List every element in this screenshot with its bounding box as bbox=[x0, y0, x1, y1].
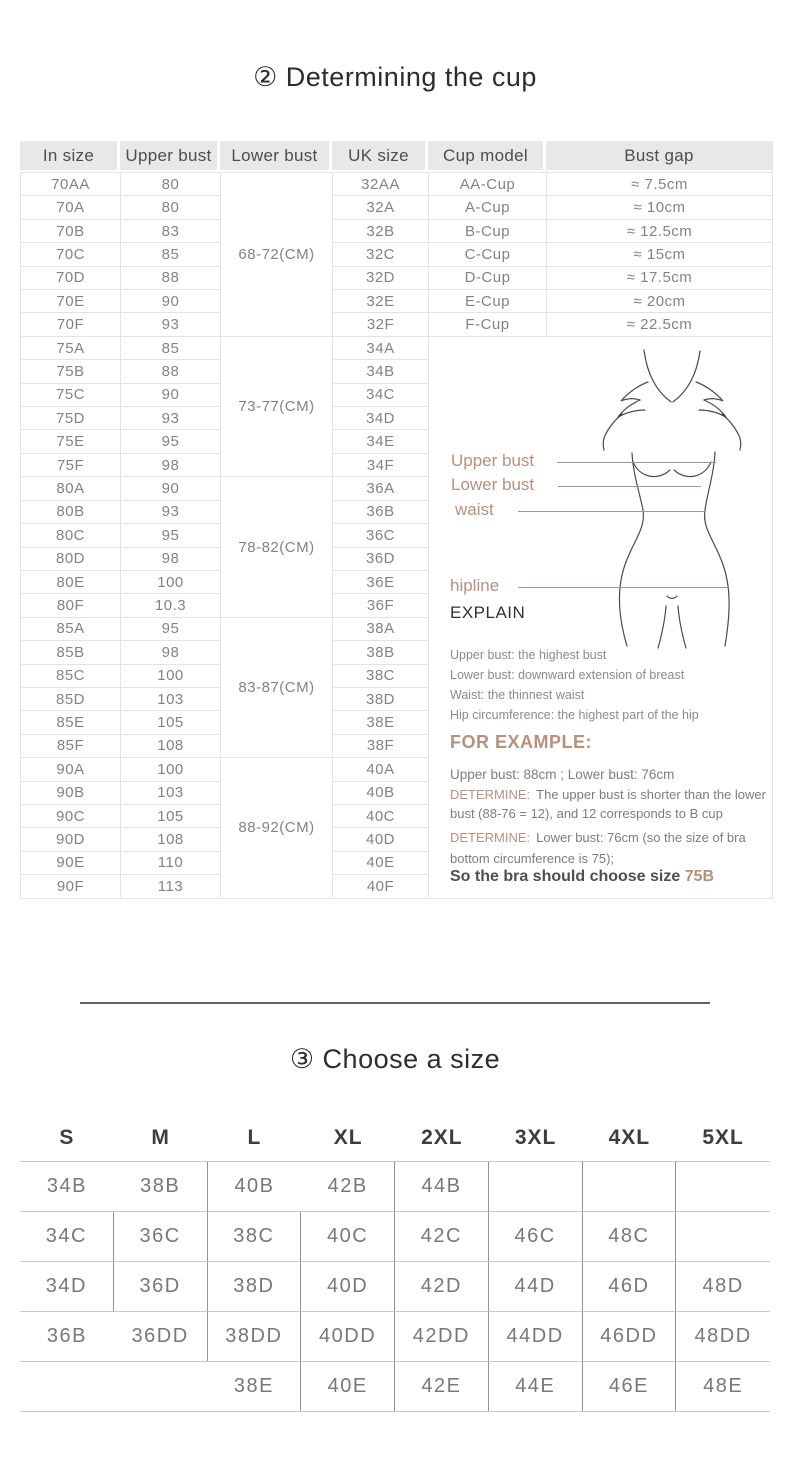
choose-size-table bbox=[20, 1115, 770, 1412]
size-table-cell: 46C bbox=[489, 1211, 583, 1261]
cup-table-upper-bust-cell: 103 bbox=[120, 687, 220, 710]
cup-table-header-cell: Cup model bbox=[428, 141, 546, 172]
cup-table-upper-bust-cell: 100 bbox=[120, 757, 220, 780]
cup-table-upper-bust-cell: 88 bbox=[120, 266, 220, 289]
cup-table-upper-bust-cell: 93 bbox=[120, 406, 220, 429]
cup-table-header-cell: Upper bust bbox=[120, 141, 220, 172]
size-table-cell: 42DD bbox=[395, 1311, 489, 1361]
size-table-cell: 40C bbox=[301, 1211, 395, 1261]
cup-table-in-size-cell: 70D bbox=[20, 266, 120, 289]
cup-table-uk-size-cell: 32D bbox=[332, 266, 428, 289]
for-example-heading: FOR EXAMPLE: bbox=[450, 731, 593, 752]
cup-table-in-size-cell: 90B bbox=[20, 781, 120, 804]
conclusion-text: So the bra should choose size bbox=[450, 867, 685, 885]
cup-table-uk-size-cell: 38D bbox=[332, 687, 428, 710]
waist-label: waist bbox=[455, 499, 494, 519]
determine-text: The upper bust is shorter than the lower bust (88-76 = 12), and 12 corresponds to B cup bbox=[450, 786, 766, 821]
cup-table-upper-bust-cell: 98 bbox=[120, 547, 220, 570]
cup-table-uk-size-cell: 40B bbox=[332, 781, 428, 804]
size-table-cell: 46E bbox=[583, 1361, 677, 1411]
size-table-cell bbox=[676, 1161, 770, 1211]
cup-table-uk-size-cell: 34D bbox=[332, 406, 428, 429]
cup-table-in-size-cell: 75D bbox=[20, 406, 120, 429]
cup-table-uk-size-cell: 32E bbox=[332, 289, 428, 312]
cup-table-in-size-cell: 70C bbox=[20, 242, 120, 265]
cup-table-uk-size-cell: 32C bbox=[332, 242, 428, 265]
upper-bust-label: Upper bust bbox=[451, 450, 535, 470]
cup-table-cup-model-cell: B-Cup bbox=[428, 219, 546, 242]
cup-table-uk-size-cell: 36B bbox=[332, 500, 428, 523]
cup-table-uk-size-cell: 36A bbox=[332, 476, 428, 499]
cup-table-in-size-cell: 75F bbox=[20, 453, 120, 476]
cup-table-in-size-cell: 90D bbox=[20, 827, 120, 850]
cup-table-bust-gap-cell: ≈ 7.5cm bbox=[546, 172, 772, 195]
size-table-cell: 40B bbox=[208, 1161, 302, 1211]
cup-table-upper-bust-cell: 88 bbox=[120, 359, 220, 382]
size-table-header-cell: 4XL bbox=[608, 1126, 651, 1149]
determine-label: DETERMINE: bbox=[450, 829, 531, 845]
conclusion-line bbox=[450, 868, 714, 886]
cup-table-bust-gap-cell: ≈ 15cm bbox=[546, 242, 772, 265]
cup-table-in-size-cell: 80D bbox=[20, 547, 120, 570]
cup-table-uk-size-cell: 32F bbox=[332, 312, 428, 335]
size-table-cell: 38DD bbox=[208, 1311, 302, 1361]
cup-table-uk-size-cell: 40E bbox=[332, 851, 428, 874]
hipline-label: hipline bbox=[450, 575, 500, 595]
explain-heading: EXPLAIN bbox=[450, 602, 526, 622]
cup-table-in-size-cell: 80E bbox=[20, 570, 120, 593]
cup-table-cup-model-cell: A-Cup bbox=[428, 195, 546, 218]
cup-table-in-size-cell: 75C bbox=[20, 383, 120, 406]
size-table-cell: 36D bbox=[114, 1261, 208, 1311]
cup-table-upper-bust-cell: 105 bbox=[120, 710, 220, 733]
cup-table-cup-model-cell: E-Cup bbox=[428, 289, 546, 312]
cup-table-lower-bust-cell: 68-72(CM) bbox=[220, 172, 332, 336]
size-table-cell: 40E bbox=[301, 1361, 395, 1411]
waist-leader-line bbox=[518, 511, 706, 512]
size-table-cell: 40DD bbox=[301, 1311, 395, 1361]
cup-table-lower-bust-cell: 88-92(CM) bbox=[220, 757, 332, 897]
cup-table-upper-bust-cell: 80 bbox=[120, 195, 220, 218]
cup-table-lower-bust-cell: 73-77(CM) bbox=[220, 336, 332, 476]
cup-table-uk-size-cell: 32B bbox=[332, 219, 428, 242]
measurement-info-region bbox=[428, 336, 772, 898]
example-measurements: Upper bust: 88cm ; Lower bust: 76cm bbox=[450, 766, 675, 782]
size-table-cell: 38B bbox=[114, 1161, 208, 1211]
cup-table-bust-gap-cell: ≈ 17.5cm bbox=[546, 266, 772, 289]
size-table-cell: 42B bbox=[301, 1161, 395, 1211]
explain-lines bbox=[450, 645, 699, 725]
cup-table-upper-bust-cell: 113 bbox=[120, 874, 220, 897]
cup-table-upper-bust-cell: 95 bbox=[120, 429, 220, 452]
cup-table-in-size-cell: 75E bbox=[20, 429, 120, 452]
size-table-cell: 36C bbox=[114, 1211, 208, 1261]
cup-table-upper-bust-cell: 98 bbox=[120, 453, 220, 476]
cup-table-upper-bust-cell: 108 bbox=[120, 734, 220, 757]
cup-table-lower-bust-cell: 78-82(CM) bbox=[220, 476, 332, 616]
cup-table-in-size-cell: 70B bbox=[20, 219, 120, 242]
cup-table-upper-bust-cell: 110 bbox=[120, 851, 220, 874]
cup-table-upper-bust-cell: 108 bbox=[120, 827, 220, 850]
size-table-cell bbox=[20, 1361, 114, 1411]
cup-table-uk-size-cell: 34B bbox=[332, 359, 428, 382]
size-table-cell: 38C bbox=[208, 1211, 302, 1261]
size-table-cell: 44D bbox=[489, 1261, 583, 1311]
size-table-header-cell: 5XL bbox=[702, 1126, 744, 1149]
determine-step-1 bbox=[450, 785, 772, 823]
cup-table-cup-model-cell: F-Cup bbox=[428, 312, 546, 335]
size-table-cell: 36DD bbox=[114, 1311, 208, 1361]
cup-table-uk-size-cell: 40F bbox=[332, 874, 428, 897]
size-table-cell: 48DD bbox=[676, 1311, 770, 1361]
hipline-leader-line bbox=[518, 587, 728, 588]
cup-table-upper-bust-cell: 83 bbox=[120, 219, 220, 242]
cup-section-title: ② Determining the cup bbox=[253, 62, 537, 92]
cup-table-uk-size-cell: 36F bbox=[332, 593, 428, 616]
cup-table-uk-size-cell: 34E bbox=[332, 429, 428, 452]
cup-table-in-size-cell: 75B bbox=[20, 359, 120, 382]
lower-bust-leader-line bbox=[558, 486, 701, 487]
size-table-cell: 34C bbox=[20, 1211, 114, 1261]
size-table-header-cell: XL bbox=[333, 1126, 363, 1149]
cup-table-uk-size-cell: 34C bbox=[332, 383, 428, 406]
body-silhouette-figure bbox=[600, 344, 770, 650]
cup-table-uk-size-cell: 38B bbox=[332, 640, 428, 663]
cup-table-bust-gap-cell: ≈ 22.5cm bbox=[546, 312, 772, 335]
cup-table-in-size-cell: 75A bbox=[20, 336, 120, 359]
size-section-title: ③ Choose a size bbox=[289, 1044, 501, 1074]
size-table-cell bbox=[583, 1161, 677, 1211]
cup-table-in-size-cell: 85D bbox=[20, 687, 120, 710]
size-table-cell: 44E bbox=[489, 1361, 583, 1411]
cup-table-cup-model-cell: D-Cup bbox=[428, 266, 546, 289]
cup-table-in-size-cell: 80C bbox=[20, 523, 120, 546]
size-table-cell: 36B bbox=[20, 1311, 114, 1361]
explain-line: Waist: the thinnest waist bbox=[450, 687, 585, 702]
size-table-cell: 34D bbox=[20, 1261, 114, 1311]
cup-table-in-size-cell: 70A bbox=[20, 195, 120, 218]
lower-bust-label: Lower bust bbox=[451, 474, 535, 494]
cup-table-uk-size-cell: 38F bbox=[332, 734, 428, 757]
cup-table-in-size-cell: 85C bbox=[20, 664, 120, 687]
size-table-cell: 46DD bbox=[583, 1311, 677, 1361]
size-table-cell: 42C bbox=[395, 1211, 489, 1261]
determine-step-2 bbox=[450, 827, 772, 869]
cup-table-uk-size-cell: 40A bbox=[332, 757, 428, 780]
cup-table-upper-bust-cell: 95 bbox=[120, 523, 220, 546]
size-table-header-cell: S bbox=[59, 1126, 75, 1149]
explain-line: Upper bust: the highest bust bbox=[450, 647, 607, 662]
cup-table-upper-bust-cell: 100 bbox=[120, 664, 220, 687]
size-table-cell: 38E bbox=[208, 1361, 302, 1411]
size-table-cell bbox=[676, 1211, 770, 1261]
cup-table-bust-gap-cell: ≈ 12.5cm bbox=[546, 219, 772, 242]
size-table-cell bbox=[489, 1161, 583, 1211]
cup-table-header-cell: Lower bust bbox=[220, 141, 332, 172]
size-table-header-cell: 3XL bbox=[514, 1126, 557, 1149]
recommended-size: 75B bbox=[684, 867, 715, 885]
cup-table-in-size-cell: 80B bbox=[20, 500, 120, 523]
size-table-header-cell: 2XL bbox=[421, 1126, 463, 1149]
size-table-cell: 42E bbox=[395, 1361, 489, 1411]
cup-table-in-size-cell: 90F bbox=[20, 874, 120, 897]
size-table-cell: 34B bbox=[20, 1161, 114, 1211]
size-table-cell: 44DD bbox=[489, 1311, 583, 1361]
size-table-cell: 40D bbox=[301, 1261, 395, 1311]
determine-text: Lower bust: 76cm (so the size of bra bottom circumference is 75); bbox=[450, 829, 746, 866]
cup-table-upper-bust-cell: 95 bbox=[120, 617, 220, 640]
cup-table-upper-bust-cell: 90 bbox=[120, 476, 220, 499]
cup-table-uk-size-cell: 32A bbox=[332, 195, 428, 218]
cup-table-in-size-cell: 85A bbox=[20, 617, 120, 640]
cup-table-cup-model-cell: AA-Cup bbox=[428, 172, 546, 195]
cup-table-upper-bust-cell: 10.3 bbox=[120, 593, 220, 616]
cup-table-upper-bust-cell: 105 bbox=[120, 804, 220, 827]
cup-table-uk-size-cell: 38C bbox=[332, 664, 428, 687]
cup-table-uk-size-cell: 32AA bbox=[332, 172, 428, 195]
cup-size-table bbox=[20, 141, 773, 899]
cup-table-upper-bust-cell: 103 bbox=[120, 781, 220, 804]
cup-table-in-size-cell: 70F bbox=[20, 312, 120, 335]
cup-table-in-size-cell: 80F bbox=[20, 593, 120, 616]
cup-table-uk-size-cell: 34A bbox=[332, 336, 428, 359]
cup-table-in-size-cell: 90A bbox=[20, 757, 120, 780]
cup-table-header-cell: Bust gap bbox=[546, 141, 772, 172]
cup-table-uk-size-cell: 36C bbox=[332, 523, 428, 546]
upper-bust-leader-line bbox=[557, 462, 716, 463]
size-table-cell: 46D bbox=[583, 1261, 677, 1311]
cup-table-bust-gap-cell: ≈ 10cm bbox=[546, 195, 772, 218]
size-table-cell: 38D bbox=[208, 1261, 302, 1311]
cup-table-header-cell: In size bbox=[20, 141, 120, 172]
size-table-cell: 48C bbox=[583, 1211, 677, 1261]
cup-table-uk-size-cell: 36D bbox=[332, 547, 428, 570]
cup-table-uk-size-cell: 38A bbox=[332, 617, 428, 640]
cup-table-upper-bust-cell: 85 bbox=[120, 336, 220, 359]
cup-table-upper-bust-cell: 93 bbox=[120, 500, 220, 523]
cup-table-bust-gap-cell: ≈ 20cm bbox=[546, 289, 772, 312]
cup-table-uk-size-cell: 34F bbox=[332, 453, 428, 476]
size-table-cell: 48D bbox=[676, 1261, 770, 1311]
determine-label: DETERMINE: bbox=[450, 786, 531, 802]
cup-table-in-size-cell: 85B bbox=[20, 640, 120, 663]
cup-table-upper-bust-cell: 80 bbox=[120, 172, 220, 195]
cup-table-in-size-cell: 85F bbox=[20, 734, 120, 757]
cup-table-upper-bust-cell: 90 bbox=[120, 289, 220, 312]
cup-table-in-size-cell: 70AA bbox=[20, 172, 120, 195]
cup-table-in-size-cell: 90C bbox=[20, 804, 120, 827]
cup-table-upper-bust-cell: 100 bbox=[120, 570, 220, 593]
cup-table-upper-bust-cell: 93 bbox=[120, 312, 220, 335]
cup-table-cup-model-cell: C-Cup bbox=[428, 242, 546, 265]
size-table-header-cell: M bbox=[151, 1126, 170, 1149]
cup-table-upper-bust-cell: 85 bbox=[120, 242, 220, 265]
explain-line: Lower bust: downward extension of breast bbox=[450, 667, 685, 682]
size-table-cell: 44B bbox=[395, 1161, 489, 1211]
cup-table-upper-bust-cell: 98 bbox=[120, 640, 220, 663]
section-divider-line bbox=[80, 1002, 710, 1004]
cup-table-uk-size-cell: 40D bbox=[332, 827, 428, 850]
cup-table-in-size-cell: 80A bbox=[20, 476, 120, 499]
cup-table-in-size-cell: 90E bbox=[20, 851, 120, 874]
size-table-cell: 48E bbox=[676, 1361, 770, 1411]
size-table-cell: 42D bbox=[395, 1261, 489, 1311]
cup-table-lower-bust-cell: 83-87(CM) bbox=[220, 617, 332, 757]
size-table-header-cell: L bbox=[247, 1126, 262, 1149]
cup-table-uk-size-cell: 38E bbox=[332, 710, 428, 733]
cup-table-upper-bust-cell: 90 bbox=[120, 383, 220, 406]
cup-table-in-size-cell: 85E bbox=[20, 710, 120, 733]
cup-table-header-cell: UK size bbox=[332, 141, 428, 172]
cup-table-in-size-cell: 70E bbox=[20, 289, 120, 312]
cup-table-uk-size-cell: 36E bbox=[332, 570, 428, 593]
cup-table-uk-size-cell: 40C bbox=[332, 804, 428, 827]
explain-line: Hip circumference: the highest part of the hip bbox=[450, 707, 699, 722]
size-table-cell bbox=[114, 1361, 208, 1411]
